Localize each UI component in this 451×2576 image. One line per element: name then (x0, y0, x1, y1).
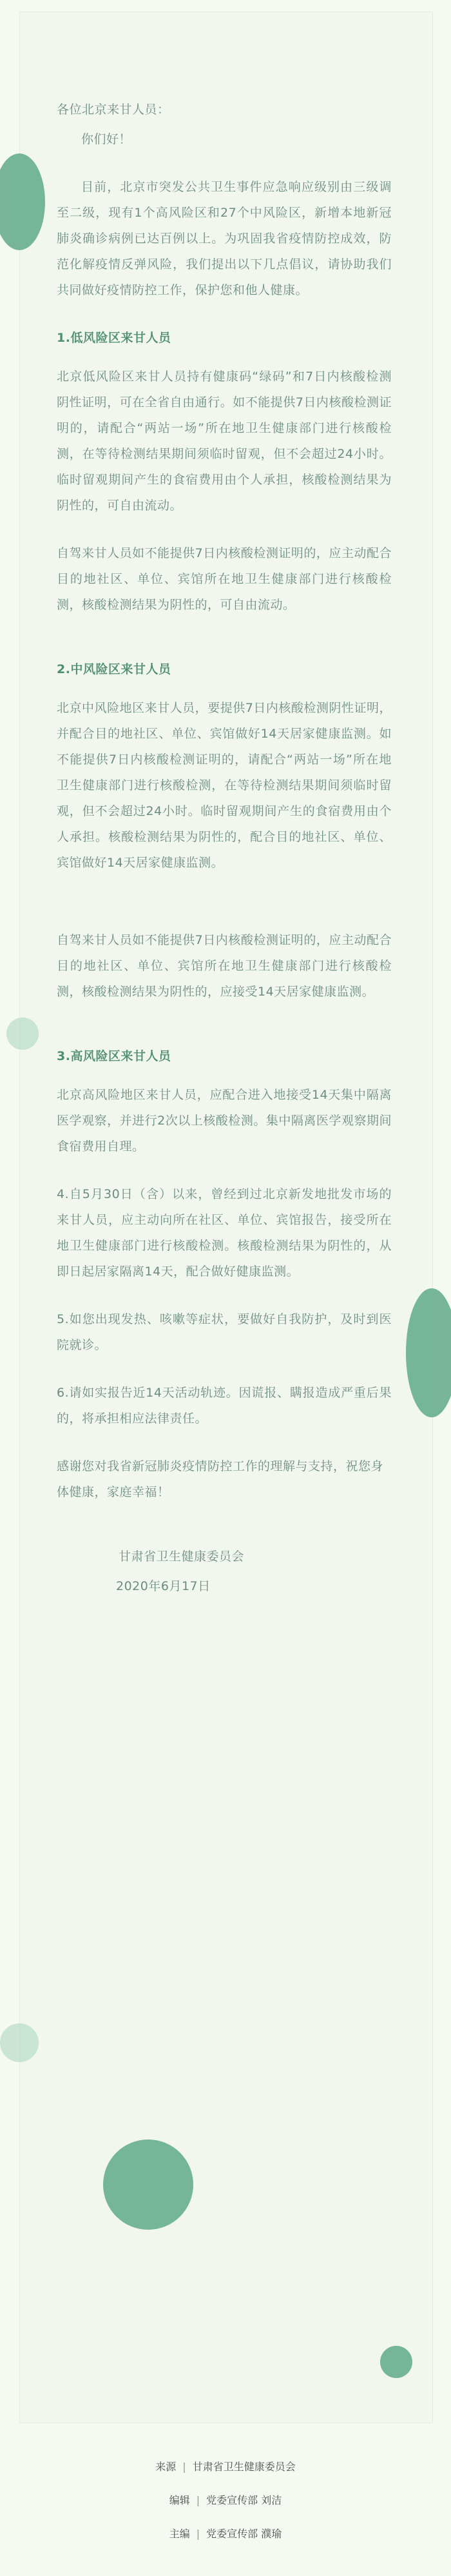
section-1-paragraph-1: 北京低风险区来甘人员持有健康码“绿码”和7日内核酸检测阴性证明，可在全省自由通行。如不能提供7日内核酸检测证明的，请配合“两站一场”所在地卫生健康部门进行核酸检测，在等待检测结果期间须临时留观，但不会超过24小时。临时留观期间产生的食宿费用由个人承担，核酸检测结果为阴性的，可自由流动。 (57, 369, 392, 513)
section-1-title: 1.低风险区来甘人员 (57, 331, 171, 345)
credit-chief-value: 党委宣传部 濮瑜 (206, 2528, 282, 2540)
signer: 甘肃省卫生健康委员会 (119, 1549, 245, 1564)
section-2-paragraph-1: 北京中风险地区来甘人员，要提供7日内核酸检测阴性证明，并配合目的地社区、单位、宾馆做好14天居家健康监测。如不能提供7日内核酸检测证明的，请配合“两站一场”所在地卫生健康部门进行核酸检测，在等待检测结果期间须临时留观，但不会超过24小时。临时留观期间产生的食宿费用由个人承担。核酸检测结果为阴性的，配合目的地社区、单位、宾馆做好14天居家健康监测。 (57, 701, 392, 870)
credit-separator: | (196, 2528, 200, 2540)
credit-source (0, 2450, 451, 2484)
closing-line: 感谢您对我省新冠肺炎疫情防控工作的理解与支持，祝您身体健康，家庭幸福！ (57, 1459, 384, 1499)
decorative-circle (0, 153, 45, 250)
decorative-circle (380, 2346, 412, 2378)
section-1-paragraph-2: 自驾来甘人员如不能提供7日内核酸检测证明的，应主动配合目的地社区、单位、宾馆所在地卫生健康部门进行核酸检测，核酸检测结果为阴性的，可自由流动。 (57, 546, 392, 612)
credit-source-value: 甘肃省卫生健康委员会 (192, 2461, 296, 2473)
decorative-circle (6, 1018, 39, 1050)
section-2-title: 2.中风险区来甘人员 (57, 662, 171, 676)
section-3-title: 3.高风险区来甘人员 (57, 1049, 171, 1063)
greeting: 各位北京来甘人员： (57, 103, 170, 117)
item-6: 6.请如实报告近14天活动轨迹。因谎报、瞒报造成严重后果的，将承担相应法律责任。 (57, 1386, 392, 1426)
item-5: 5.如您出现发热、咳嗽等症状，要做好自我防护，及时到医院就诊。 (57, 1312, 392, 1352)
item-4: 4.自5月30日（含）以来，曾经到过北京新发地批发市场的来甘人员，应主动向所在社区、单位、宾馆报告，接受所在地卫生健康部门进行核酸检测。核酸检测结果为阴性的，从即日起居家隔离14天，配合做好健康监测。 (57, 1187, 392, 1279)
letter-body (57, 97, 392, 1621)
credit-chief-label: 主编 (169, 2528, 190, 2540)
intro-paragraph: 目前，北京市突发公共卫生事件应急响应级别由三级调至二级，现有1个高风险区和27个中风险区，新增本地新冠肺炎确诊病例已达百例以上。为巩固我省疫情防控成效，防范化解疫情反弹风险，我们提出以下几点倡议，请协助我们共同做好疫情防控工作，保护您和他人健康。 (57, 180, 392, 297)
credit-separator: | (182, 2461, 186, 2473)
hello-line: 你们好！ (81, 132, 132, 146)
credit-editor (0, 2484, 451, 2517)
decorative-circle (0, 2023, 39, 2062)
credit-source-label: 来源 (155, 2461, 177, 2473)
date: 2020年6月17日 (116, 1579, 211, 1593)
credit-chief (0, 2517, 451, 2551)
credit-editor-label: 编辑 (169, 2494, 190, 2506)
decorative-circle (406, 1288, 451, 1417)
decorative-circle (103, 2139, 193, 2230)
credit-editor-value: 党委宣传部 刘洁 (206, 2494, 282, 2506)
credits (0, 2450, 451, 2551)
section-2-paragraph-2: 自驾来甘人员如不能提供7日内核酸检测证明的，应主动配合目的地社区、单位、宾馆所在地卫生健康部门进行核酸检测，核酸检测结果为阴性的，应接受14天居家健康监测。 (57, 933, 392, 999)
section-3-paragraph-1: 北京高风险地区来甘人员，应配合进入地接受14天集中隔离医学观察，并进行2次以上核酸检测。集中隔离医学观察期间食宿费用自理。 (57, 1088, 392, 1154)
credit-separator: | (196, 2494, 200, 2506)
